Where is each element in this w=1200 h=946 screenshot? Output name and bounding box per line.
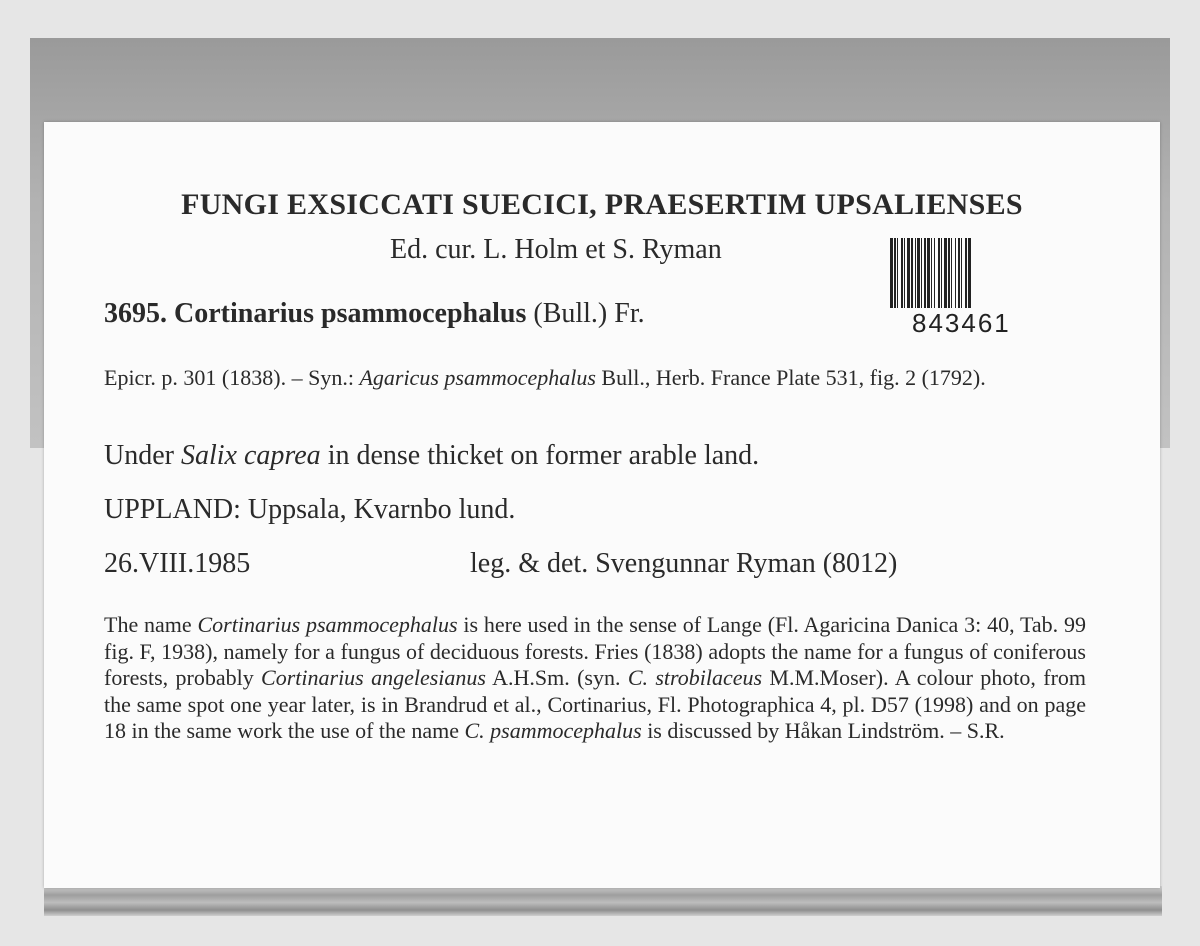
species-authority: (Bull.) Fr. <box>526 298 645 329</box>
habitat-line <box>104 440 759 472</box>
stacked-card-edges <box>44 886 1162 916</box>
note-text-3: A.H.Sm. (syn. <box>485 665 628 691</box>
note-text-2: is here used in the sense of Lange (Fl. Agaricina Danica 3: 40, Tab. 99 fig. F, 1938), namely for a fungus of deciduous forests. Fries (1838) adopts the name for a fungus of coniferous forests, probably <box>104 612 1086 691</box>
collection-date: 26.VIII.1985 <box>104 548 251 579</box>
locality-line: UPPLAND: Uppsala, Kvarnbo lund. <box>104 494 516 525</box>
barcode-number: 843461 <box>912 308 1011 338</box>
habitat-after: in dense thicket on former arable land. <box>320 440 760 471</box>
barcode-bar <box>971 238 972 308</box>
editors-line: Ed. cur. L. Holm et S. Ryman <box>390 234 722 265</box>
series-title: FUNGI EXSICCATI SUECICI, PRAESERTIM UPSALIENSES <box>181 188 1023 221</box>
taxonomic-note <box>104 612 1086 745</box>
specimen-label <box>44 122 1160 888</box>
collector-line: leg. & det. Svengunnar Ryman (8012) <box>470 548 898 579</box>
nomenclature-reference <box>104 364 1084 392</box>
note-text-1: The name <box>104 612 198 637</box>
note-taxon-3: C. strobilaceus <box>627 665 763 691</box>
note-text-5: is discussed by Håkan Lindström. – S.R. <box>641 718 1005 744</box>
note-taxon-2: Cortinarius angelesianus <box>261 665 486 691</box>
reference-text: Epicr. p. 301 (1838). – Syn.: <box>104 365 360 390</box>
synonym-name: Agaricus psammocephalus <box>359 365 596 390</box>
species-name: 3695. Cortinarius psammocephalus <box>104 298 527 329</box>
host-species: Salix caprea <box>180 440 321 471</box>
note-taxon-1: Cortinarius psammocephalus <box>197 612 458 637</box>
barcode-image <box>890 238 1050 308</box>
species-heading <box>104 298 645 330</box>
habitat-before: Under <box>104 440 181 471</box>
note-taxon-4: C. psammocephalus <box>464 718 642 744</box>
note-text-4: M.M.Moser). A colour photo, from the same spot one year later, is in Brandrud et al., Cortinarius, Fl. Photographica 4, pl. D57 (1998) and on page 18 in the same work the use of the name <box>104 665 1087 744</box>
reference-text-2: Bull., Herb. France Plate 531, fig. 2 (1792). <box>595 365 986 390</box>
